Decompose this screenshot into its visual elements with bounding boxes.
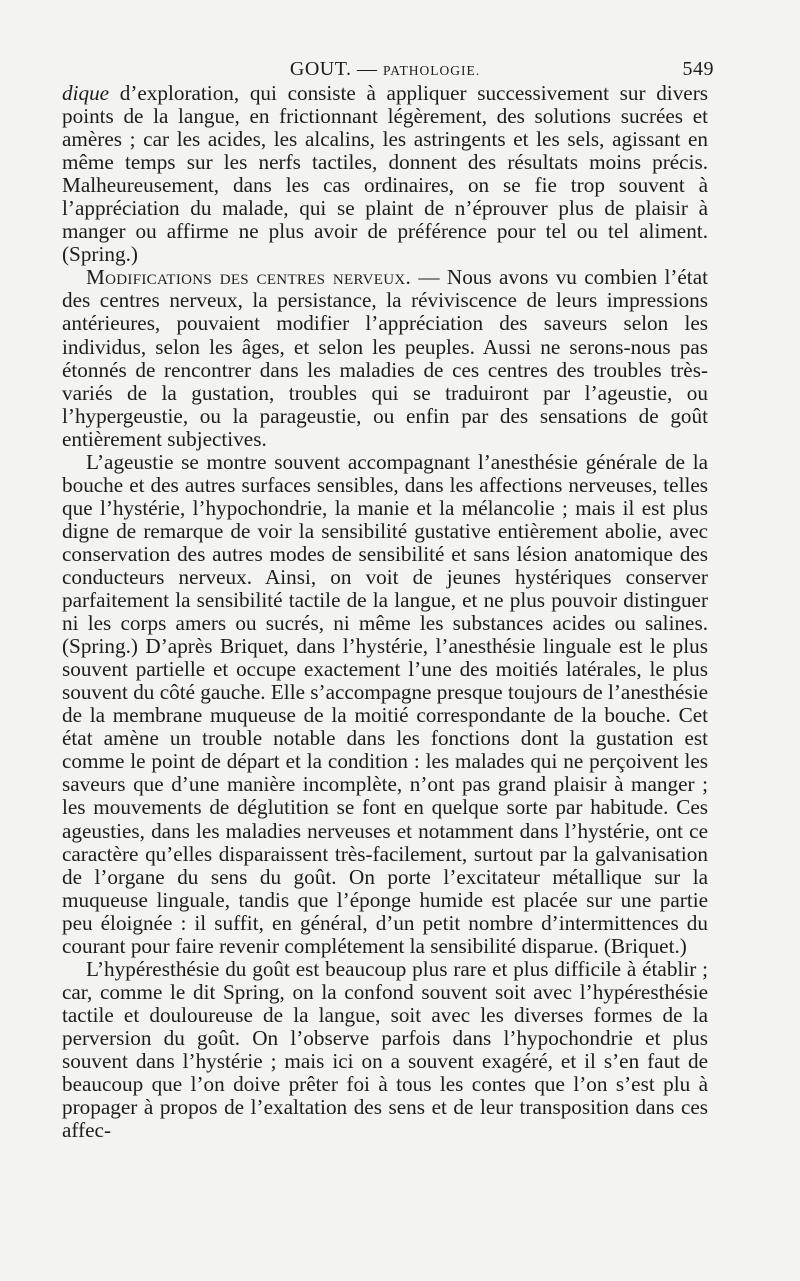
paragraph-1 bbox=[62, 82, 708, 266]
body-text bbox=[62, 82, 708, 1142]
paragraph-3: L’ageustie se montre souvent accompagnant l’anesthésie générale de la bouche et des autres surfaces sensibles, dans les affections nerveuses, telles que l’hystérie, l’hypochondrie, la manie et la mélancolie ; mais il est plus digne de remarque de voir la sensibilité gustative entièrement abolie, avec conservation des autres modes de sensibilité et sans lésion anatomique des conducteurs nerveux. Ainsi, on voit de jeunes hystériques conserver parfaitement la sensibilité tactile de la langue, et ne plus pouvoir distinguer ni les corps amers ou sucrés, ni même les substances acides ou salines. (Spring.) D’après Briquet, dans l’hystérie, l’anesthésie linguale est le plus souvent partielle et occupe exactement l’une des moitiés latérales, le plus souvent du côté gauche. Elle s’accompagne presque toujours de l’anesthésie de la membrane muqueuse de la moitié correspondante de la bouche. Cet état amène un trouble notable dans les fonctions dont la gustation est comme le point de départ et la condition : les malades qui ne perçoivent les saveurs que d’une manière incomplète, n’ont pas grand plaisir à manger ; les mouvements de déglutition se font en quelque sorte par habitude. Ces ageusties, dans les maladies nerveuses et notamment dans l’hystérie, ont ce caractère qu’elles disparaissent très-facilement, surtout par la galvanisation de l’organe du sens du goût. On porte l’excitateur métallique sur la muqueuse linguale, tandis que l’éponge humide est placée sur une partie peu éloignée : il suffit, en général, d’un petit nombre d’intermittences du courant pour faire revenir complétement la sensibilité disparue. (Briquet.) bbox=[62, 449, 708, 958]
running-title-section: PATHOLOGIE. bbox=[382, 63, 481, 78]
page-number: 549 bbox=[682, 58, 714, 80]
paragraph-4: L’hypéresthésie du goût est beaucoup plus rare et plus difficile à établir ; car, comme le dit Spring, on la confond souvent soit avec l’hypéresthésie tactile et douloureuse de la langue, soit avec les diverses formes de la perversion du goût. On l’observe parfois dans l’hypochondrie et plus souvent dans l’hystérie ; mais ici on a souvent exagéré, et il s’en faut de beaucoup que l’on doive prêter foi à tous les contes que l’on s’est plu à propager à propos de l’exaltation des sens et de leur transposition dans ces affec- bbox=[62, 956, 708, 1143]
paragraph-1-text: d’exploration, qui consiste à appliquer successivement sur divers points de la langue, en frictionnant légèrement, des solutions sucrées et amères ; car les acides, les alcalins, les astringents et les sels, agissant en même temps sur les nerfs tactiles, donnent des résultats moins précis. Malheureusement, dans les cas ordinaires, on se fie trop souvent à l’appréciation du malade, qui se plaint de n’éprouver plus de plaisir à manger ou affirme ne plus avoir de préférence pour tel ou tel aliment. (Spring.) bbox=[62, 81, 708, 267]
running-head bbox=[62, 52, 714, 82]
paragraph-2 bbox=[62, 266, 708, 450]
running-title-main: GOUT. bbox=[289, 58, 352, 80]
running-title-separator: — bbox=[351, 58, 383, 80]
paragraph-2-text: — Nous avons vu combien l’état des centres nerveux, la persistance, la réviviscence de leurs impressions antérieures, pouvaient modifier l’appréciation des saveurs selon les individus, selon les âges, et selon les peuples. Aussi ne serons-nous pas étonnés de rencontrer dans les maladies de ces centres des troubles très-variés de la gustation, troubles qui se traduiront par l’ageustie, ou l’hypergeustie, ou la parageustie, ou enfin par des sensations de goût entièrement subjectives. bbox=[62, 265, 708, 451]
running-title bbox=[62, 58, 708, 81]
section-heading: Modifications des centres nerveux. bbox=[86, 265, 412, 290]
paragraph-1-lead-italic: dique bbox=[62, 81, 110, 105]
